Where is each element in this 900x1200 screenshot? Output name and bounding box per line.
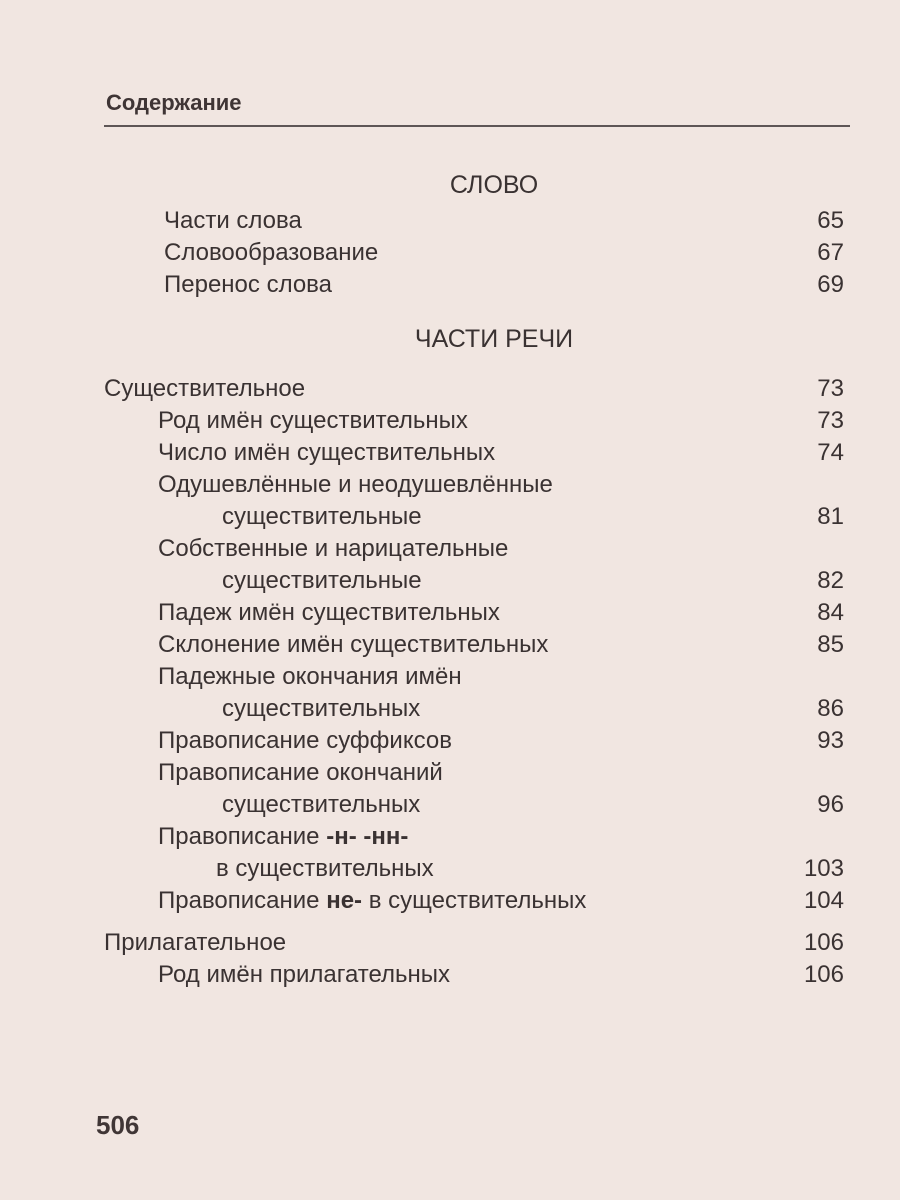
toc-entry[interactable] bbox=[104, 533, 844, 565]
entry-page: 96 bbox=[817, 791, 844, 818]
bold-morpheme: не- bbox=[326, 887, 363, 914]
toc-entry[interactable] bbox=[104, 597, 844, 629]
toc-entry[interactable] bbox=[104, 269, 844, 301]
entry-label-cont: существительных bbox=[222, 791, 421, 818]
toc-entry-continuation[interactable] bbox=[104, 501, 844, 533]
toc-entry-continuation[interactable] bbox=[104, 853, 844, 885]
toc-entry[interactable] bbox=[104, 661, 844, 693]
entry-label: Род имён прилагательных bbox=[158, 961, 451, 988]
entry-page: 86 bbox=[817, 695, 844, 722]
toc-entry[interactable] bbox=[104, 885, 844, 917]
entry-label-cont: существительные bbox=[222, 567, 422, 594]
entry-page: 103 bbox=[803, 855, 844, 882]
entry-page: 69 bbox=[817, 271, 844, 298]
toc-entry[interactable] bbox=[104, 205, 844, 237]
entry-page: 82 bbox=[817, 567, 844, 594]
entry-label: Правописание окончаний bbox=[158, 759, 443, 786]
toc-entry-continuation[interactable] bbox=[104, 693, 844, 725]
bold-morpheme: -н- -нн- bbox=[326, 823, 409, 850]
entry-page: 104 bbox=[803, 887, 844, 914]
entry-label: Правописание не- в существительных bbox=[158, 887, 587, 914]
toc-entry-continuation[interactable] bbox=[104, 789, 844, 821]
header-rule bbox=[104, 125, 850, 127]
entry-label: Перенос слова bbox=[164, 271, 333, 298]
entry-label: Прилагательное bbox=[104, 929, 287, 956]
toc-entry[interactable] bbox=[104, 629, 844, 661]
entry-page: 106 bbox=[803, 961, 844, 988]
entry-label: Одушевлённые и неодушевлённые bbox=[158, 471, 553, 498]
entry-label: Склонение имён существительных bbox=[158, 631, 549, 658]
entry-page: 106 bbox=[803, 929, 844, 956]
entry-label: Число имён существительных bbox=[158, 439, 496, 466]
entry-page: 93 bbox=[817, 727, 844, 754]
toc-entry[interactable] bbox=[104, 927, 844, 959]
entry-label: Род имён существительных bbox=[158, 407, 468, 434]
entry-label: Падеж имён существительных bbox=[158, 599, 500, 626]
entry-page: 74 bbox=[817, 439, 844, 466]
entry-label-cont: существительные bbox=[222, 503, 422, 530]
entry-page: 73 bbox=[817, 407, 844, 434]
toc-entry[interactable] bbox=[104, 757, 844, 789]
entry-page: 65 bbox=[817, 207, 844, 234]
section-title-chasti-rechi: ЧАСТИ РЕЧИ bbox=[414, 325, 574, 353]
page-number: 506 bbox=[96, 1110, 140, 1140]
toc-entry[interactable] bbox=[104, 373, 844, 405]
entry-label: Правописание суффиксов bbox=[158, 727, 452, 754]
entry-page: 84 bbox=[817, 599, 844, 626]
toc-entry[interactable] bbox=[104, 725, 844, 757]
entry-page: 73 bbox=[817, 375, 844, 402]
entry-label: Части слова bbox=[164, 207, 302, 234]
toc-entry[interactable] bbox=[104, 959, 844, 991]
entry-label: Правописание -н- -нн- bbox=[158, 823, 409, 850]
entry-label: Существительное bbox=[104, 375, 306, 402]
toc-entry-continuation[interactable] bbox=[104, 565, 844, 597]
toc-entry[interactable] bbox=[104, 237, 844, 269]
running-header bbox=[104, 88, 850, 128]
entry-label: Словообразование bbox=[164, 239, 379, 266]
header-title: Содержание bbox=[106, 90, 242, 115]
entry-label: Собственные и нарицательные bbox=[158, 535, 509, 562]
table-of-contents bbox=[104, 165, 844, 991]
entry-page: 81 bbox=[817, 503, 844, 530]
entry-page: 85 bbox=[817, 631, 844, 658]
entry-page: 67 bbox=[817, 239, 844, 266]
toc-entry[interactable] bbox=[104, 821, 844, 853]
toc-entry[interactable] bbox=[104, 437, 844, 469]
entry-label-cont: в существительных bbox=[216, 855, 434, 882]
entry-label: Падежные окончания имён bbox=[158, 663, 462, 690]
toc-entry[interactable] bbox=[104, 405, 844, 437]
toc-entry[interactable] bbox=[104, 469, 844, 501]
section-title-slovo: СЛОВО bbox=[449, 171, 539, 199]
entry-label-cont: существительных bbox=[222, 695, 421, 722]
